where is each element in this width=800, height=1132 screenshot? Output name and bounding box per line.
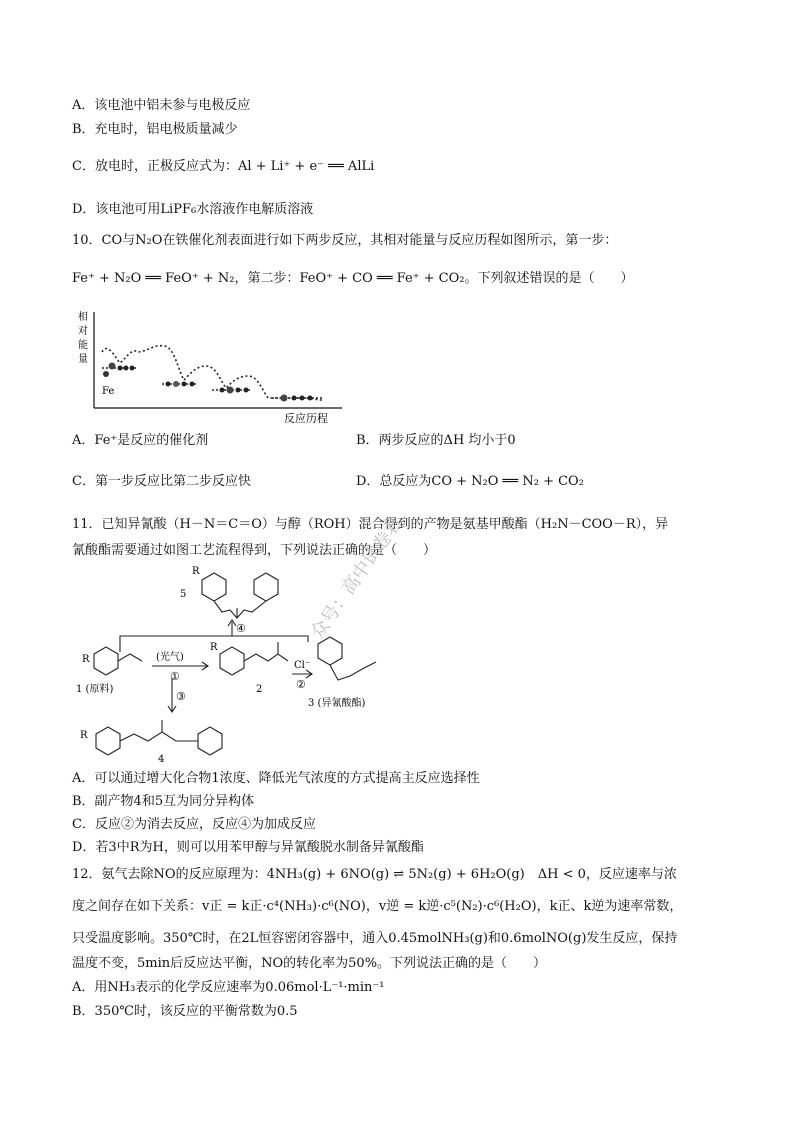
r-label-1: R (82, 654, 90, 665)
ring-5a (202, 573, 226, 601)
molecule-cluster-4 (281, 395, 313, 402)
q11-option-a: A．可以通过增大化合物1浓度、降低光气浓度的方式提高主反应选择性 (72, 771, 480, 786)
fe-label: Fe (102, 386, 115, 397)
q11-option-d: D．若3中R为H，则可以用苯甲醇与异氰酸脱水制备异氰酸酯 (72, 840, 424, 855)
compound-3-label: 3 (异氰酸酯) (308, 698, 366, 709)
q12-stem-line1: 12．氨气去除NO的反应原理为：4NH₃(g) + 6NO(g) ⇌ 5N₂(g) + 6H₂O(g) ΔH < 0，反应速率与浓 (72, 867, 677, 882)
y-axis-label-2: 对 (78, 326, 88, 337)
r-label-5: R (192, 566, 200, 577)
q10-option-b: B．两步反应的ΔH 均小于0 (356, 433, 516, 448)
ring-4b (198, 727, 222, 755)
step-1-label: ① (170, 670, 180, 683)
q11-option-c: C．反应②为消去反应，反应④为加成反应 (72, 817, 316, 832)
q11-stem-line1: 11．已知异氰酸（H－N＝C＝O）与醇（ROH）混合得到的产物是氨基甲酸酯（H₂N－COO－R），异 (72, 517, 669, 532)
fe-atom (103, 371, 109, 377)
q10-stem-line2: Fe⁺ + N₂O ══ FeO⁺ + N₂，第二步：FeO⁺ + CO ══ Fe⁺ + CO₂。下列叙述错误的是（ ） (72, 271, 634, 286)
ring-2 (220, 647, 244, 675)
q9-option-d: D．该电池可用LiPF₆水溶液作电解质溶液 (72, 202, 314, 217)
x-axis-label: 反应历程 (284, 412, 328, 425)
q12-stem-line4: 温度不变，5min后反应达平衡，NO的转化率为50%。下列说法正确的是（ ） (72, 956, 547, 971)
energy-profile-figure (72, 308, 372, 430)
q9-option-a: A．该电池中铝未参与电极反应 (72, 98, 251, 113)
y-axis-label-1: 相 (78, 312, 88, 323)
compound-4-label: 4 (158, 754, 165, 762)
ring-1 (94, 647, 118, 675)
q10-option-a: A．Fe⁺是反应的催化剂 (72, 433, 209, 448)
r-label-4: R (80, 730, 88, 741)
watermark-text: 众号：高中试卷君 (306, 512, 407, 643)
step-4-label: ④ (236, 622, 246, 635)
step-3-label: ③ (176, 690, 186, 703)
r-label-2: R (210, 642, 218, 653)
q9-option-b: B．充电时，铝电极质量减少 (72, 122, 238, 137)
energy-curve (102, 346, 322, 400)
q10-stem-line1: 10．CO与N₂O在铁催化剂表面进行如下两步反应，其相对能量与反应历程如图所示，第一步： (72, 233, 618, 248)
q11-option-b: B．副产物4和5互为同分异构体 (72, 794, 255, 809)
compound-5-label: 5 (180, 589, 187, 600)
y-axis-label-3: 能 (78, 340, 88, 351)
q12-option-b: B．350℃时，该反应的平衡常数为0.5 (72, 1004, 298, 1019)
chloride-label: Cl⁻ (294, 660, 311, 671)
compound-1-label: 1 (原料) (76, 684, 114, 695)
q12-stem-line2: 度之间存在如下关系：v正 = k正·c⁴(NH₃)·c⁶(NO)，v逆 = k逆·c⁵(N₂)·c⁶(H₂O)，k正、k逆为速率常数， (72, 899, 683, 914)
y-axis-label-4: 量 (78, 354, 88, 365)
q10-option-d: D．总反应为CO + N₂O ══ N₂ + CO₂ (356, 474, 584, 489)
watermark (300, 470, 500, 670)
step-2-label: ② (296, 678, 306, 691)
molecule-cluster-1 (109, 363, 135, 371)
q11-stem-line2: 氰酸酯需要通过如图工艺流程得到，下列说法正确的是（ ） (72, 543, 437, 558)
ring-4a (96, 727, 120, 755)
phosgene-label: (光气) (156, 652, 184, 663)
q12-stem-line3: 只受温度影响。350℃时，在2L恒容密闭容器中，通入0.45molNH₃(g)和0.6molNO(g)发生反应，保持 (72, 931, 678, 946)
q12-option-a: A．用NH₃表示的化学反应速率为0.06mol·L⁻¹·min⁻¹ (72, 980, 385, 995)
q10-option-c: C．第一步反应比第二步反应快 (72, 474, 251, 489)
q9-option-c: C．放电时，正极反应式为：Al + Li⁺ + e⁻ ══ AlLi (72, 159, 375, 174)
compound-2-label: 2 (256, 684, 263, 695)
ring-5b (254, 573, 278, 601)
